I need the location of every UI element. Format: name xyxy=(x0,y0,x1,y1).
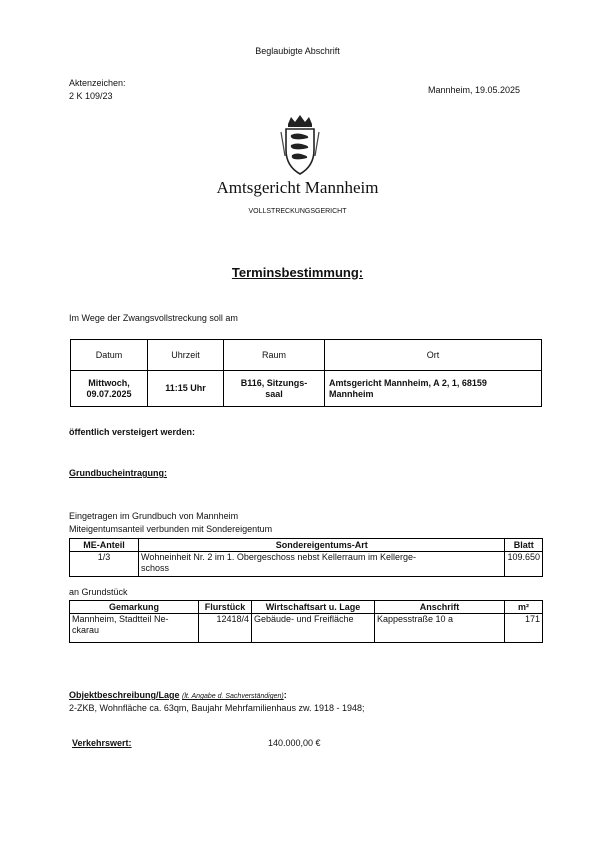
share-value: 1/3 xyxy=(70,552,139,577)
condominium-table xyxy=(69,538,543,577)
col-header-usage: Wirtschaftsart u. Lage xyxy=(252,601,375,614)
unit-type-line1: Wohneinheit Nr. 2 im 1. Obergeschoss nebst Kellerraum im Kellerge- xyxy=(141,552,416,562)
col-header-date: Datum xyxy=(71,340,148,371)
court-name: Amtsgericht Mannheim xyxy=(216,178,379,197)
description-heading-line xyxy=(69,690,287,702)
plot-label: an Grundstück xyxy=(69,587,128,597)
sheet-value: 109.650 xyxy=(505,552,543,577)
description-text: 2-ZKB, Wohnfläche ca. 63qm, Baujahr Mehrfamilienhaus zw. 1918 - 1948; xyxy=(69,703,365,713)
appointment-room xyxy=(224,371,325,407)
certified-copy-label: Beglaubigte Abschrift xyxy=(255,46,340,56)
plot-table xyxy=(69,600,543,643)
appointment-table xyxy=(70,339,542,407)
unit-type xyxy=(139,552,505,577)
parcel-value: 12418/4 xyxy=(199,614,252,643)
market-value-amount: 140.000,00 € xyxy=(268,738,321,748)
district-line2: ckarau xyxy=(72,625,100,635)
auction-phrase: öffentlich versteigert werden: xyxy=(69,427,196,437)
area-value: 171 xyxy=(505,614,543,643)
district-line1: Mannheim, Stadtteil Ne- xyxy=(72,614,169,624)
appointment-place xyxy=(325,371,542,407)
col-header-district: Gemarkung xyxy=(70,601,199,614)
col-header-place: Ort xyxy=(325,340,542,371)
appointment-day: 09.07.2025 xyxy=(86,388,132,399)
address-value: Kappesstraße 10 a xyxy=(375,614,505,643)
land-register-line2: Miteigentumsanteil verbunden mit Sondereigentum xyxy=(69,524,273,534)
col-header-time: Uhrzeit xyxy=(148,340,224,371)
usage-value: Gebäude- und Freifläche xyxy=(252,614,375,643)
col-header-parcel: Flurstück xyxy=(199,601,252,614)
district-value xyxy=(70,614,199,643)
col-header-room: Raum xyxy=(224,340,325,371)
appointment-date xyxy=(71,371,148,407)
coat-of-arms-icon xyxy=(279,114,321,176)
document-title: Terminsbestimmung: xyxy=(231,265,364,280)
unit-type-line2: schoss xyxy=(141,563,170,573)
description-heading: Objektbeschreibung/Lage xyxy=(69,690,180,700)
place-date: Mannheim, 19.05.2025 xyxy=(428,85,521,95)
file-reference-label: Aktenzeichen: xyxy=(69,78,126,88)
description-source-note: (lt. Angabe d. Sachverständigen) xyxy=(182,693,284,700)
court-division: VOLLSTRECKUNGSGERICHT xyxy=(248,208,347,215)
col-header-share: ME-Anteil xyxy=(70,539,139,552)
intro-text: Im Wege der Zwangsvollstreckung soll am xyxy=(69,313,238,323)
col-header-type: Sondereigentums-Art xyxy=(139,539,505,552)
market-value-label: Verkehrswert: xyxy=(72,738,132,748)
col-header-area: m² xyxy=(505,601,543,614)
file-reference-number: 2 K 109/23 xyxy=(69,91,113,101)
appointment-weekday: Mittwoch, xyxy=(88,377,130,388)
land-register-line1: Eingetragen im Grundbuch von Mannheim xyxy=(69,511,239,521)
col-header-address: Anschrift xyxy=(375,601,505,614)
appointment-place-line2: Mannheim xyxy=(329,388,374,399)
appointment-room-line1: B116, Sitzungs- xyxy=(240,377,308,388)
land-register-heading: Grundbucheintragung: xyxy=(69,468,167,478)
appointment-place-line1: Amtsgericht Mannheim, A 2, 1, 68159 xyxy=(329,377,487,388)
description-colon: : xyxy=(283,690,287,700)
col-header-sheet: Blatt xyxy=(505,539,543,552)
appointment-room-line2: saal xyxy=(265,388,283,399)
appointment-time: 11:15 Uhr xyxy=(148,371,224,407)
